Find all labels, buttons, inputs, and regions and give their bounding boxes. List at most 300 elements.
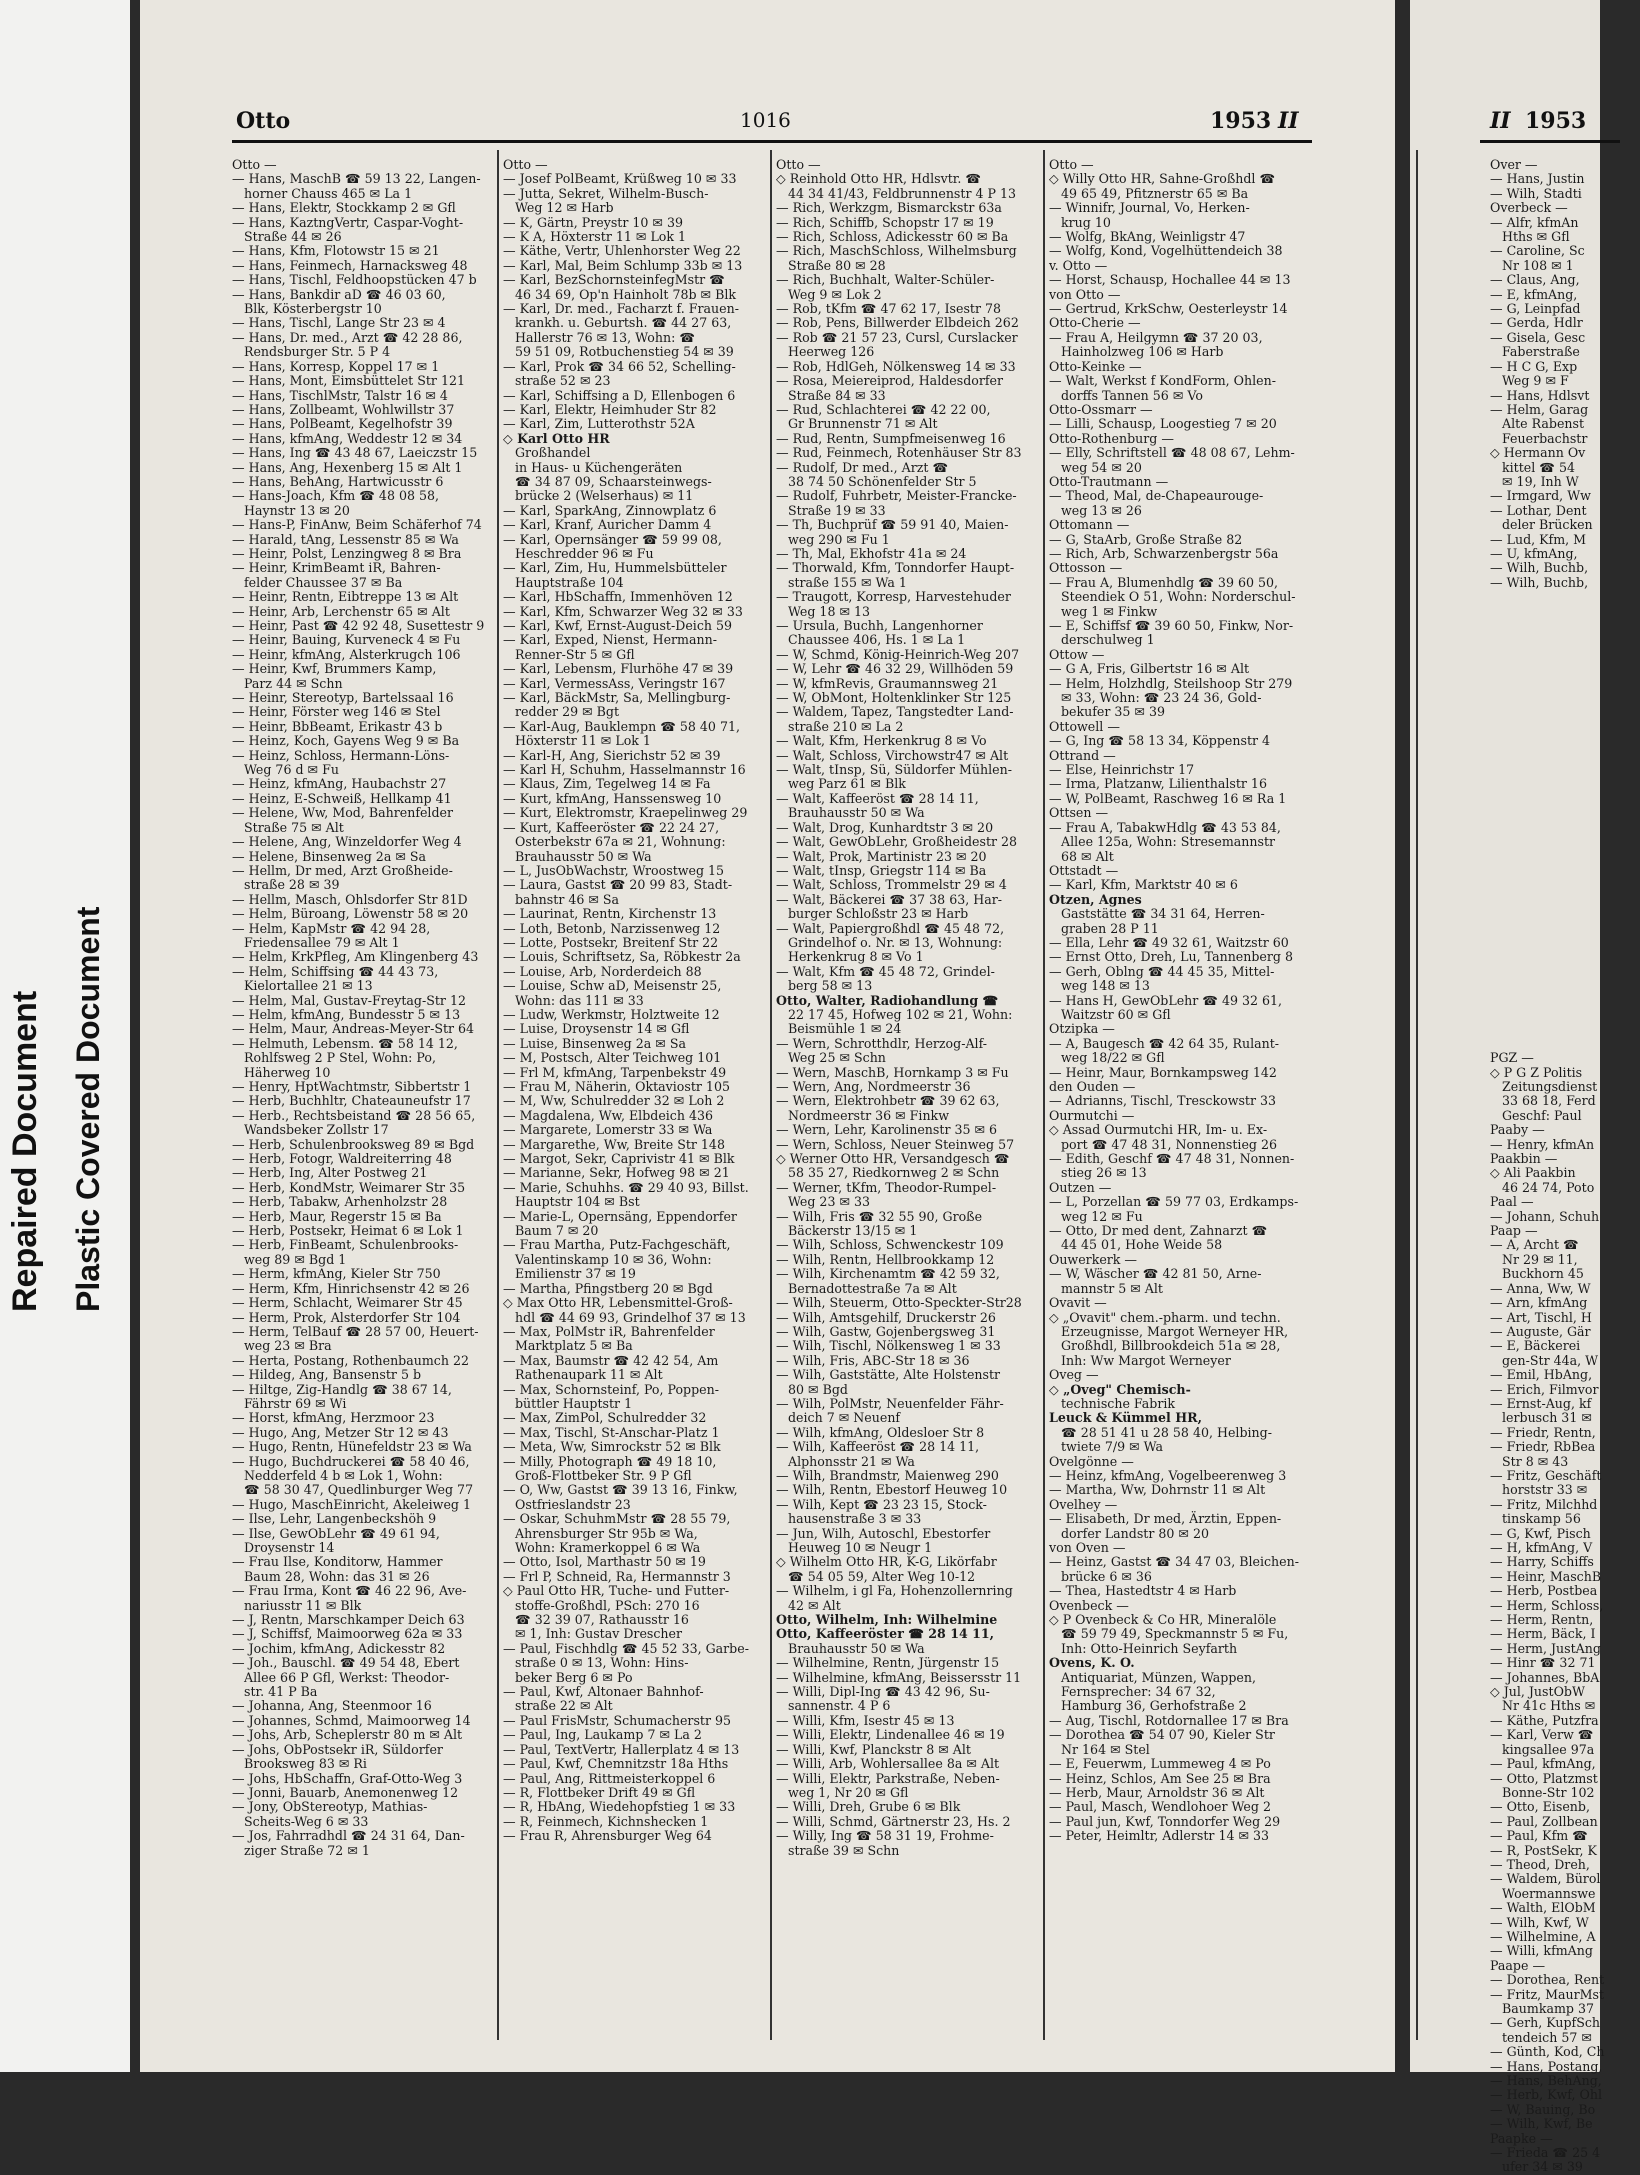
directory-line: — Josef PolBeamt, Krüßweg 10 ✉ 33 <box>503 171 737 187</box>
directory-line: — Karl, VermessAss, Veringstr 167 <box>503 675 726 691</box>
directory-line: Nr 41c Hths ✉ <box>1502 1698 1596 1714</box>
directory-line: — Hans, Zollbeamt, Wohlwillstr 37 <box>232 401 455 417</box>
directory-line: Hallerstr 76 ✉ 13, Wohn: ☎ <box>515 329 696 345</box>
directory-line: Ottsen — <box>1049 805 1109 821</box>
directory-line: von Otto — <box>1049 286 1121 302</box>
directory-line: — Karl, SparkAng, Zinnowplatz 6 <box>503 502 717 518</box>
directory-line: Ovens, K. O. <box>1049 1655 1135 1671</box>
directory-line: — Adrianns, Tischl, Tresckowstr 33 <box>1049 1093 1277 1109</box>
directory-line: — Willi, Kwf, Planckstr 8 ✉ Alt <box>776 1741 971 1757</box>
directory-line: Weg 18 ✉ 13 <box>788 603 871 619</box>
directory-line: — Johannes, Schmd, Maimoorweg 14 <box>232 1712 471 1728</box>
directory-line: Höxterstr 11 ✉ Lok 1 <box>515 733 651 749</box>
directory-line: — Kurt, kfmAng, Hanssensweg 10 <box>503 790 722 806</box>
directory-line: — Hans, Tischl, Feldhoopstücken 47 b <box>232 272 477 288</box>
directory-line: — Wilh, Buchb, <box>1490 574 1589 590</box>
directory-line: — Walt, tInsp, Sü, Süldorfer Mühlen- <box>776 762 1013 778</box>
directory-line: Hainholzweg 106 ✉ Harb <box>1061 344 1224 360</box>
column-4 <box>1049 158 1317 2048</box>
directory-line: — Jochim, kfmAng, Adickesstr 82 <box>232 1640 446 1656</box>
directory-line: — Walt, Kaffeeröst ☎ 28 14 11, <box>776 790 979 806</box>
directory-line: Inh: Ww Margot Werneyer <box>1061 1352 1231 1368</box>
directory-line <box>1490 590 1640 604</box>
directory-line: — Karl, Kranf, Auricher Damm 4 <box>503 517 712 533</box>
directory-line <box>1490 850 1640 864</box>
directory-line: — Karl, Elektr, Heimhuder Str 82 <box>503 401 717 417</box>
directory-line: — Aug, Tischl, Rotdornallee 17 ✉ Bra <box>1049 1712 1289 1728</box>
directory-line: — Frl M, kfmAng, Tarpenbekstr 49 <box>503 1064 727 1080</box>
directory-line: — Waldem, Tapez, Tangstedter Land- <box>776 704 1014 720</box>
directory-line: — Jos, Fahrradhdl ☎ 24 31 64, Dan- <box>232 1828 465 1844</box>
directory-line: — Wern, Schloss, Neuer Steinweg 57 <box>776 1136 1015 1152</box>
directory-line: — Karl, Opernsänger ☎ 59 99 08, <box>503 531 722 547</box>
directory-line: — Heinz, Koch, Gayens Weg 9 ✉ Ba <box>232 733 460 749</box>
directory-line: — Horst, kfmAng, Herzmoor 23 <box>232 1410 435 1426</box>
directory-line: Otto — <box>232 157 277 172</box>
directory-line: 46 34 69, Op'n Hainholt 78b ✉ Blk <box>515 286 737 302</box>
directory-line: Bernadottestraße 7a ✉ Alt <box>788 1280 957 1296</box>
directory-line: — Alfr, kfmAn <box>1490 214 1579 230</box>
directory-line: 59 51 09, Rotbuchenstieg 54 ✉ 39 <box>515 344 734 360</box>
directory-line: — Wern, Ang, Nordmeerstr 36 <box>776 1079 971 1094</box>
directory-line: Weg 25 ✉ Schn <box>788 1050 886 1066</box>
directory-line: Großhdl, Billbrookdeich 51a ✉ 28, <box>1061 1338 1281 1354</box>
adjacent-column-divider <box>1416 150 1418 2040</box>
directory-line: — Heinr, MaschB <box>1490 1568 1602 1584</box>
directory-line: — Hans, TischlMstr, Talstr 16 ✉ 4 <box>232 387 448 403</box>
directory-line: — Wilh, Brandmstr, Maienweg 290 <box>776 1467 999 1483</box>
directory-line: Brauhausstr 50 ✉ Wa <box>788 1640 925 1656</box>
directory-line: — Heinr, BbBeamt, Erikastr 43 b <box>232 718 443 734</box>
directory-line: — Margarete, Lomerstr 33 ✉ Wa <box>503 1122 713 1138</box>
directory-line: — Herb, KondMstr, Weimarer Str 35 <box>232 1179 466 1195</box>
directory-line: — Hans, Korresp, Koppel 17 ✉ 1 <box>232 358 440 374</box>
directory-line: — Fritz, Geschäft <box>1490 1467 1602 1483</box>
directory-line <box>1490 806 1640 820</box>
directory-line: Wandsbeker Zollstr 17 <box>244 1122 389 1138</box>
directory-line: Rendsburger Str. 5 P 4 <box>244 344 391 360</box>
directory-line <box>1490 705 1640 719</box>
directory-line: — Herb, Fotogr, Waldreiterring 48 <box>232 1151 452 1167</box>
directory-line: — Karl, Kfm, Marktstr 40 ✉ 6 <box>1049 877 1238 893</box>
directory-line: weg 18/22 ✉ Gfl <box>1061 1050 1165 1066</box>
directory-line: — Karl, Kfm, Schwarzer Weg 32 ✉ 33 <box>503 603 743 619</box>
directory-line: ◇ Reinhold Otto HR, Hdlsvtr. ☎ <box>776 171 982 187</box>
directory-line: Wohn: das 111 ✉ 33 <box>515 992 644 1008</box>
directory-line: Straße 44 ✉ 26 <box>244 229 342 245</box>
directory-line: Straße 75 ✉ Alt <box>244 819 344 835</box>
directory-line: — J, Rentn, Marschkamper Deich 63 <box>232 1612 465 1628</box>
directory-line: — Paul, Masch, Wendlohoer Weg 2 <box>1049 1799 1271 1815</box>
directory-line: — Wilh, Gaststätte, Alte Holstenstr <box>776 1367 1001 1383</box>
directory-line <box>1490 821 1640 835</box>
directory-line: Beismühle 1 ✉ 24 <box>788 1021 902 1037</box>
directory-line: brücke 6 ✉ 36 <box>1061 1568 1152 1584</box>
directory-line: — Heinr, Stereotyp, Bartelssaal 16 <box>232 690 454 706</box>
directory-line: — Helm, Mal, Gustav-Freytag-Str 12 <box>232 992 466 1008</box>
directory-line: Allee 66 P Gfl, Werkst: Theodor- <box>244 1669 450 1685</box>
directory-line: ◇ „Oveg" Chemisch- <box>1049 1381 1191 1397</box>
directory-line: — Lotte, Postsekr, Breitenf Str 22 <box>503 934 719 950</box>
directory-line: — Herb., Rechtsbeistand ☎ 28 56 65, <box>232 1107 476 1123</box>
directory-line: 80 ✉ Bgd <box>788 1381 848 1397</box>
directory-line: v. Otto — <box>1049 257 1108 273</box>
directory-line: ◇ Assad Ourmutchi HR, Im- u. Ex- <box>1049 1122 1268 1138</box>
directory-line: Zeitungsdienst <box>1502 1079 1598 1094</box>
directory-line: — Heinz, kfmAng, Haubachstr 27 <box>232 776 447 792</box>
directory-line: — Claus, Ang, <box>1490 272 1580 288</box>
directory-line: — Käthe, Putzfra <box>1490 1712 1599 1728</box>
directory-line: — Karl-Aug, Bauklempn ☎ 58 40 71, <box>503 718 740 734</box>
directory-line: — Wilh, kfmAng, Oldesloer Str 8 <box>776 1424 985 1440</box>
directory-line: — W, Lehr ☎ 46 32 29, Willhöden 59 <box>776 661 1014 677</box>
directory-line: — Paul, kfmAng, <box>1490 1756 1596 1772</box>
directory-line: Großhandel <box>515 445 591 461</box>
directory-line: Hamburg 36, Gerhofstraße 2 <box>1061 1698 1247 1714</box>
directory-line: — G A, Fris, Gilbertstr 16 ✉ Alt <box>1049 661 1250 677</box>
directory-line: — Luise, Droysenstr 14 ✉ Gfl <box>503 1021 690 1037</box>
directory-line <box>1490 720 1640 734</box>
directory-line: — Walt, Drog, Kunhardtstr 3 ✉ 20 <box>776 819 994 835</box>
directory-line: Otzipka — <box>1049 1021 1115 1037</box>
directory-line: Woermannswe <box>1502 1885 1596 1901</box>
directory-line: ◇ Werner Otto HR, Versandgesch ☎ <box>776 1151 1010 1167</box>
directory-line: stieg 26 ✉ 13 <box>1061 1165 1147 1181</box>
directory-line: ☎ 28 51 41 u 28 58 40, Helbing- <box>1061 1424 1272 1440</box>
directory-line: büttler Hauptstr 1 <box>515 1395 633 1411</box>
directory-line: — Thorwald, Kfm, Tonndorfer Haupt- <box>776 560 1015 576</box>
directory-line: — Willi, Kfm, Isestr 45 ✉ 13 <box>776 1712 955 1728</box>
directory-line: — A, Archt ☎ <box>1490 1237 1579 1253</box>
directory-line: — W, PolBeamt, Raschweg 16 ✉ Ra 1 <box>1049 790 1287 806</box>
directory-line: weg 54 ✉ 20 <box>1061 459 1142 475</box>
directory-line: Wohn: Kramerkoppel 6 ✉ Wa <box>515 1540 701 1555</box>
directory-line: — Wilh, Kwf, Be <box>1490 2116 1593 2132</box>
directory-line <box>1490 893 1640 907</box>
directory-line: Brooksweg 83 ✉ Ri <box>244 1756 367 1772</box>
directory-line: straße 28 ✉ 39 <box>244 877 340 893</box>
directory-line: — Rich, Werkzgm, Bismarckstr 63a <box>776 200 1002 216</box>
directory-line: — E, kfmAng, <box>1490 286 1578 302</box>
directory-line: Heuweg 10 ✉ Neugr 1 <box>788 1540 933 1555</box>
directory-line: — Karl, Zim, Hu, Hummelsbütteler <box>503 560 727 576</box>
directory-line: — Klaus, Zim, Tegelweg 14 ✉ Fa <box>503 776 711 792</box>
directory-line: — Hans-P, FinAnw, Beim Schäferhof 74 <box>232 517 482 533</box>
directory-line: — Wilh, Stadti <box>1490 185 1582 201</box>
directory-line: — Laurinat, Rentn, Kirchenstr 13 <box>503 906 717 922</box>
directory-line: — Rud, Schlachterei ☎ 42 22 00, <box>776 401 991 417</box>
directory-line: Fährstr 69 ✉ Wi <box>244 1395 347 1411</box>
directory-line: — Wilh, Tischl, Nölkensweg 1 ✉ 33 <box>776 1338 1001 1354</box>
directory-line: mannstr 5 ✉ Alt <box>1061 1280 1163 1296</box>
directory-line: — Hans, KaztngVertr, Caspar-Voght- <box>232 214 464 230</box>
directory-line: str. 41 P Ba <box>244 1684 318 1700</box>
directory-line: — Ilse, GewObLehr ☎ 49 61 94, <box>232 1525 440 1541</box>
directory-line: — Helm, KrkPfleg, Am Klingenberg 43 <box>232 949 479 965</box>
directory-line: stoffe-Großhdl, PSch: 270 16 <box>515 1597 700 1613</box>
directory-line: — Herb, Kwf, Ohl <box>1490 2087 1602 2103</box>
plastic-covered-document-label: Plastic Covered Document <box>70 906 106 1312</box>
directory-line: — Elly, Schriftstell ☎ 48 08 67, Lehm- <box>1049 445 1295 461</box>
directory-line: ◇ Max Otto HR, Lebensmittel-Groß- <box>503 1295 733 1311</box>
adjacent-page-year: 1953 <box>1525 108 1587 134</box>
directory-line: — Walt, GewObLehr, Großheidestr 28 <box>776 834 1018 850</box>
directory-line: — R, HbAng, Wiedehopfstieg 1 ✉ 33 <box>503 1799 736 1815</box>
directory-line: — Laura, Gastst ☎ 20 99 83, Stadt- <box>503 877 733 893</box>
directory-line: — Gisela, Gesc <box>1490 329 1586 345</box>
directory-line: Otto — <box>776 157 821 172</box>
directory-line: bekufer 35 ✉ 39 <box>1061 704 1166 720</box>
directory-line: Gr Brunnenstr 71 ✉ Alt <box>788 416 938 432</box>
directory-line: — Helm, Büroang, Löwenstr 58 ✉ 20 <box>232 906 469 922</box>
directory-line: 58 35 27, Riedkornweg 2 ✉ Schn <box>788 1165 1000 1181</box>
directory-line: — Herm, Schlacht, Weimarer Str 45 <box>232 1295 463 1311</box>
directory-line: weg 290 ✉ Fu 1 <box>788 531 890 547</box>
directory-line: — Friedr, RbBea <box>1490 1439 1596 1455</box>
directory-line: — Wilh, Buchb, <box>1490 560 1589 576</box>
directory-line <box>1490 994 1640 1008</box>
directory-line: Grindelhof o. Nr. ✉ 13, Wohnung: <box>788 934 1003 950</box>
directory-line: — H C G, Exp <box>1490 358 1578 374</box>
directory-line: — Paul, Kfm ☎ <box>1490 1828 1588 1844</box>
adjacent-column <box>1490 157 1640 2175</box>
column-1 <box>232 158 495 2048</box>
directory-line: krug 10 <box>1061 214 1111 230</box>
directory-line: — Paul, Kwf, Chemnitzstr 18a Hths <box>503 1756 729 1772</box>
directory-line: Overbeck — <box>1490 200 1568 216</box>
directory-line: dorfer Landstr 80 ✉ 20 <box>1061 1525 1210 1541</box>
directory-line: horststr 33 ✉ <box>1502 1482 1588 1498</box>
directory-line: — Heinr, KrimBeamt iR, Bahren- <box>232 560 441 576</box>
directory-line: — Herb, Postsekr, Heimat 6 ✉ Lok 1 <box>232 1223 464 1239</box>
directory-line: — Herb, FinBeamt, Schulenbrooks- <box>232 1237 459 1253</box>
directory-line: Paapke — <box>1490 2130 1553 2146</box>
directory-line: Ourmutchi — <box>1049 1107 1135 1123</box>
directory-line: — Theod, Dreh, <box>1490 1856 1590 1872</box>
directory-line: — Jony, ObStereotyp, Mathias- <box>232 1799 428 1815</box>
directory-line: — Willi, Schmd, Gärtnerstr 23, Hs. 2 <box>776 1813 1011 1829</box>
directory-line <box>1490 648 1640 662</box>
directory-line: — Frau M, Näherin, Oktaviostr 105 <box>503 1079 730 1094</box>
directory-line: ✉ 1, Inh: Gustav Drescher <box>515 1626 683 1642</box>
directory-line: — Erich, Filmvor <box>1490 1381 1599 1397</box>
directory-line: ☎ 58 30 47, Quedlinburger Weg 77 <box>244 1482 474 1498</box>
directory-line: Nr 164 ✉ Stel <box>1061 1741 1150 1757</box>
directory-line: Otto — <box>1049 157 1094 172</box>
directory-line: — Walt, Papiergroßhdl ☎ 45 48 72, <box>776 920 1005 936</box>
directory-line: Herkenkrug 8 ✉ Vo 1 <box>788 949 924 965</box>
directory-line: — Wilh, Amtsgehilf, Druckerstr 26 <box>776 1309 996 1325</box>
directory-line <box>1490 763 1640 777</box>
directory-line: — Heinz, Schlos, Am See 25 ✉ Bra <box>1049 1770 1271 1786</box>
directory-line: — Wilh, Kaffeeröst ☎ 28 14 11, <box>776 1439 980 1455</box>
directory-line: Parz 44 ✉ Schn <box>244 675 343 691</box>
directory-line: — Max, Schornsteinf, Po, Poppen- <box>503 1381 719 1397</box>
directory-line: — Gerda, Hdlr <box>1490 315 1583 331</box>
directory-line: — Heinr, Förster weg 146 ✉ Stel <box>232 704 441 720</box>
directory-line: 46 24 74, Poto <box>1502 1179 1595 1195</box>
directory-line: — Lud, Kfm, M <box>1490 531 1587 547</box>
directory-line: — Otto, Isol, Marthastr 50 ✉ 19 <box>503 1554 706 1570</box>
directory-line: Nedderfeld 4 b ✉ Lok 1, Wohn: <box>244 1467 443 1483</box>
directory-line: Alte Rabenst <box>1502 416 1585 432</box>
directory-line: — Johs, ObPostsekr iR, Süldorfer <box>232 1741 443 1757</box>
directory-line: — H, kfmAng, V <box>1490 1540 1593 1555</box>
directory-line: — Karl-H, Ang, Sierichstr 52 ✉ 39 <box>503 747 721 763</box>
directory-line: — Johs, HbSchaffn, Graf-Otto-Weg 3 <box>232 1770 463 1786</box>
directory-line: — Helm, Maur, Andreas-Meyer-Str 64 <box>232 1021 475 1037</box>
directory-line: — Rud, Rentn, Sumpfmeisenweg 16 <box>776 430 1006 446</box>
directory-line: — Wilh, Fris ☎ 32 55 90, Große <box>776 1208 983 1224</box>
directory-line: — K, Gärtn, Preystr 10 ✉ 39 <box>503 214 683 230</box>
directory-line <box>1490 734 1640 748</box>
directory-line: — Frau Martha, Putz-Fachgeschäft, <box>503 1237 731 1253</box>
directory-line: — Heinr, Bauing, Kurveneck 4 ✉ Fu <box>232 632 461 648</box>
directory-line: — Th, Buchprüf ☎ 59 91 40, Maien- <box>776 517 1009 533</box>
directory-line: — Wilh, Fris, ABC-Str 18 ✉ 36 <box>776 1352 970 1368</box>
directory-line: — Hans, BehAng, Hartwicusstr 6 <box>232 473 444 489</box>
directory-line: — Herm, Bäck, I <box>1490 1626 1596 1642</box>
directory-line: — Marie, Schuhhs. ☎ 29 40 93, Billst. <box>503 1179 749 1195</box>
directory-line: — Hans, Ing ☎ 43 48 67, Laeiczstr 15 <box>232 445 478 461</box>
directory-line: — Heinz, Gastst ☎ 34 47 03, Bleichen- <box>1049 1554 1299 1570</box>
directory-line: Emilienstr 37 ✉ 19 <box>515 1266 636 1282</box>
directory-line: Geschf: Paul <box>1502 1107 1582 1123</box>
directory-line: Str 8 ✉ 43 <box>1502 1453 1569 1469</box>
directory-line: — Harald, tAng, Lessenstr 85 ✉ Wa <box>232 531 459 547</box>
directory-line: — Walt, Kfm ☎ 45 48 72, Grindel- <box>776 963 995 979</box>
directory-line: tinskamp 56 <box>1502 1511 1581 1527</box>
directory-line: — Th, Mal, Ekhofstr 41a ✉ 24 <box>776 545 967 561</box>
directory-line: — Ella, Lehr ☎ 49 32 61, Waitzstr 60 <box>1049 934 1289 950</box>
directory-line: — Walt, tInsp, Griegstr 114 ✉ Ba <box>776 862 987 878</box>
directory-line: — Walt, Kfm, Herkenkrug 8 ✉ Vo <box>776 733 987 749</box>
directory-line: — Kurt, Elektromstr, Kraepelinweg 29 <box>503 805 748 821</box>
directory-line: — Martha, Pfingstberg 20 ✉ Bgd <box>503 1280 713 1296</box>
directory-line: — Oskar, SchuhmMstr ☎ 28 55 79, <box>503 1511 731 1527</box>
directory-line: ✉ 33, Wohn: ☎ 23 24 36, Gold- <box>1061 690 1262 706</box>
directory-line: — Henry, kfmAn <box>1490 1136 1595 1152</box>
directory-line: Ottowell — <box>1049 718 1120 734</box>
directory-line: — Magdalena, Ww, Elbdeich 436 <box>503 1107 714 1123</box>
directory-line: port ☎ 47 48 31, Nonnenstieg 26 <box>1061 1136 1277 1152</box>
directory-line: — Anna, Ww, W <box>1490 1280 1591 1296</box>
directory-line: Straße 84 ✉ 33 <box>788 387 886 403</box>
directory-line: — Heinr, Rentn, Eibtreppe 13 ✉ Alt <box>232 589 459 605</box>
directory-line: deich 7 ✉ Neuenf <box>788 1410 901 1426</box>
directory-line: — Helene, Ww, Mod, Bahrenfelder <box>232 805 453 821</box>
directory-line: Heerweg 126 <box>788 344 875 360</box>
directory-line: — Rob ☎ 21 57 23, Cursl, Curslacker <box>776 329 1018 345</box>
directory-line: — Ilse, Lehr, Langenbeckshöh 9 <box>232 1511 437 1527</box>
directory-line: — Hugo, MaschEinricht, Akeleiweg 1 <box>232 1496 471 1512</box>
directory-line: kingsallee 97a <box>1502 1741 1595 1757</box>
adjacent-page <box>1410 0 1605 2175</box>
directory-line: — Helm, kfmAng, Bundesstr 5 ✉ 13 <box>232 1006 461 1022</box>
directory-line: — Else, Heinrichstr 17 <box>1049 762 1195 778</box>
page-header-year: 1953 <box>1210 108 1272 134</box>
directory-line: Heschredder 96 ✉ Fu <box>515 545 654 561</box>
directory-line: — Gerh, KupfSch <box>1490 2015 1601 2031</box>
directory-line: — Jonni, Bauarb, Anemonenweg 12 <box>232 1784 459 1800</box>
directory-line: — Paul, Ing, Laukamp 7 ✉ La 2 <box>503 1727 702 1743</box>
directory-line: — Karl H, Schuhm, Hasselmannstr 16 <box>503 762 746 778</box>
directory-line: felder Chaussee 37 ✉ Ba <box>244 574 403 590</box>
repaired-document-label: Repaired Document <box>6 990 44 1312</box>
directory-line: — W, Schmd, König-Heinrich-Weg 207 <box>776 646 1020 662</box>
directory-line: — Helm, Garag <box>1490 401 1589 417</box>
directory-line: — Wilh, Kirchenamtm ☎ 42 59 32, <box>776 1266 1000 1282</box>
directory-line: weg Parz 61 ✉ Blk <box>788 776 906 792</box>
directory-line: — Wern, Schrotthdlr, Herzog-Alf- <box>776 1035 988 1051</box>
directory-line: — Margot, Sekr, Caprivistr 41 ✉ Blk <box>503 1151 735 1167</box>
directory-line: Nordmeerstr 36 ✉ Finkw <box>788 1107 949 1123</box>
directory-line: — Kurt, Kaffeeröster ☎ 22 24 27, <box>503 819 720 835</box>
directory-line: Paaby — <box>1490 1122 1545 1138</box>
directory-line: tendeich 57 ✉ <box>1502 2029 1592 2045</box>
directory-line: — E, Feuerwm, Lummeweg 4 ✉ Po <box>1049 1756 1271 1772</box>
directory-line: Fernsprecher: 34 67 32, <box>1061 1684 1216 1700</box>
directory-line: — Rich, Schiffb, Schopstr 17 ✉ 19 <box>776 214 994 230</box>
directory-line: 68 ✉ Alt <box>1061 848 1114 864</box>
directory-line: Chaussee 406, Hs. 1 ✉ La 1 <box>788 632 966 648</box>
column-divider <box>770 150 772 2040</box>
directory-line: Weg 9 ✉ F <box>1502 373 1569 389</box>
directory-line: — Willi, Dreh, Grube 6 ✉ Blk <box>776 1799 961 1815</box>
directory-line: — L, JusObWachstr, Wroostweg 15 <box>503 862 725 878</box>
directory-line: — Dorothea ☎ 54 07 90, Kieler Str <box>1049 1727 1275 1743</box>
directory-line: — Rud, Feinmech, Rotenhäuser Str 83 <box>776 445 1022 461</box>
directory-line: — Otto, Platzmst <box>1490 1770 1598 1786</box>
directory-line: — Frieda ☎ 25 4 <box>1490 2145 1601 2161</box>
directory-line: — Hans H, GewObLehr ☎ 49 32 61, <box>1049 992 1283 1008</box>
directory-line: — Herb, Schulenbrooksweg 89 ✉ Bgd <box>232 1136 475 1152</box>
directory-line: — Rudolf, Fuhrbetr, Meister-Francke- <box>776 488 1017 504</box>
directory-line: — Wilh, Kept ☎ 23 23 15, Stock- <box>776 1496 987 1512</box>
directory-line: Osterbekstr 67a ✉ 21, Wohnung: <box>515 834 726 850</box>
directory-line: — Auguste, Gär <box>1490 1323 1591 1339</box>
directory-line: Ouwerkerk — <box>1049 1251 1138 1267</box>
directory-line: Hauptstraße 104 <box>515 574 624 590</box>
directory-line: Baum 28, Wohn: das 31 ✉ 26 <box>244 1568 430 1584</box>
directory-line: in Haus- u Küchengeräten <box>515 459 683 475</box>
page-header-volume: II <box>1278 108 1299 134</box>
directory-line: straße 52 ✉ 23 <box>515 373 611 389</box>
directory-line: berg 58 ✉ 13 <box>788 978 873 994</box>
directory-line: weg 1 ✉ Finkw <box>1061 603 1158 619</box>
directory-line: 42 ✉ Alt <box>788 1597 841 1613</box>
directory-line: ◇ P G Z Politis <box>1490 1064 1583 1080</box>
directory-line: Waitzstr 60 ✉ Gfl <box>1061 1006 1171 1022</box>
directory-line: Alphonsstr 21 ✉ Wa <box>788 1453 915 1469</box>
directory-line: ◇ Paul Otto HR, Tuche- und Futter- <box>503 1583 730 1599</box>
directory-line: 33 68 18, Ferd <box>1502 1093 1596 1109</box>
directory-line: — Hugo, Ang, Metzer Str 12 ✉ 43 <box>232 1424 449 1440</box>
directory-line: — G, Ing ☎ 58 13 34, Köppenstr 4 <box>1049 733 1271 749</box>
directory-line: — Jun, Wilh, Autoschl, Ebestorfer <box>776 1525 991 1541</box>
directory-line: — R, PostSekr, K <box>1490 1842 1597 1858</box>
directory-line: — Winnifr, Journal, Vo, Herken- <box>1049 200 1250 216</box>
directory-line: — Hans, kfmAng, Weddestr 12 ✉ 34 <box>232 430 463 446</box>
directory-line: — Rob, Pens, Billwerder Elbdeich 262 <box>776 315 1019 331</box>
directory-line: — Ernst Otto, Dreh, Lu, Tannenberg 8 <box>1049 949 1293 965</box>
directory-line: — Edith, Geschf ☎ 47 48 31, Nonnen- <box>1049 1151 1295 1167</box>
directory-line: — Gertrud, KrkSchw, Oesterleystr 14 <box>1049 301 1288 317</box>
directory-line: hdl ☎ 44 69 93, Grindelhof 37 ✉ 13 <box>515 1309 746 1325</box>
directory-line: — Herb, Buchhltr, Chateauneufstr 17 <box>232 1093 471 1109</box>
directory-line: — Herm, Kfm, Hinrichsenstr 42 ✉ 26 <box>232 1280 470 1296</box>
directory-line: Weg 23 ✉ 33 <box>788 1194 871 1210</box>
